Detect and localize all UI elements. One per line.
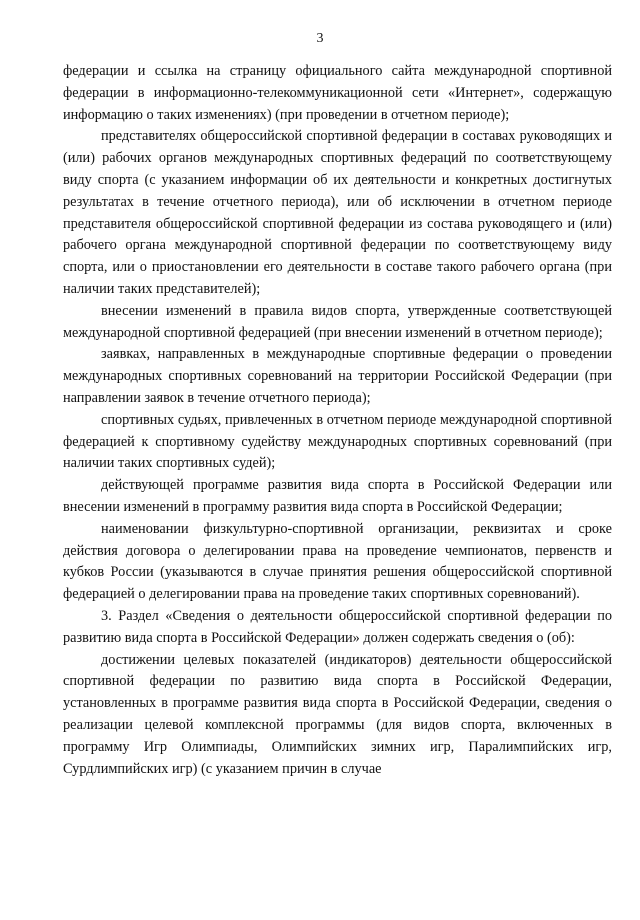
- paragraph-rules-changes: внесении изменений в правила видов спорта, утвержденные соответствующей международной спортивной федерацией (при внесении изменений в отчетном периоде);: [63, 302, 612, 341]
- paragraph-section-3: 3. Раздел «Сведения о деятельности общероссийской спортивной федерации по развитию вида спорта в Российской Федерации» должен содержать сведения о (об):: [63, 607, 612, 646]
- paragraph-target-indicators: достижении целевых показателей (индикаторов) деятельности общероссийской спортивной федерации по развитию вида спорта в Российской Федерации, установленных в программе развития вида спорта в Российской Федерации, сведения о реализации целевой комплексной программы (для видов спорта, включенных в программу Игр Олимпиады, Олимпийских зимних игр, Паралимпийских игр, Сурдлимпийских игр) (с указанием причин в случае: [63, 651, 612, 777]
- paragraph-representatives: представителях общероссийской спортивной федерации в составах руководящих и (или) рабочих органов международных спортивных федераций по соответствующему виду спорта (с указанием информации об их деятельности и конкретных достигнутых результатах в течение отчетного периода), или об исключении в отчетном периоде представителя общероссийской спортивной федерации из состава руководящего и (или) рабочего органа международной спортивной федерации по соответствующему виду спорта, или о приостановлении его деятельности в составе такого рабочего органа (при наличии таких представителей);: [63, 128, 612, 297]
- paragraph-delegation-contract: наименовании физкультурно-спортивной организации, реквизитах и сроке действия договора о делегировании права на проведение чемпионатов, первенств и кубков России (указываются в случае принятия решения общероссийской спортивной федерацией о делегировании права на проведение таких спортивных соревнований).: [63, 520, 612, 603]
- page-number: 3: [316, 31, 324, 46]
- document-body: [63, 61, 612, 780]
- paragraph-continuation: федерации и ссылка на страницу официального сайта международной спортивной федерации в информационно-телекоммуникационной сети «Интернет», содержащую информацию о таких изменениях) (при проведении в отчетном периоде);: [63, 63, 612, 123]
- paragraph-development-program: действующей программе развития вида спорта в Российской Федерации или внесении изменений в программу развития вида спорта в Российской Федерации;: [63, 477, 612, 515]
- paragraph-referees: спортивных судьях, привлеченных в отчетном периоде международной спортивной федерацией к спортивному судейству международных спортивных соревнований (при наличии таких спортивных судей);: [63, 411, 612, 472]
- paragraph-applications: заявках, направленных в международные спортивные федерации о проведении международных спортивных соревнований на территории Российской Федерации (при направлении заявок в течение отчетного периода);: [63, 346, 612, 406]
